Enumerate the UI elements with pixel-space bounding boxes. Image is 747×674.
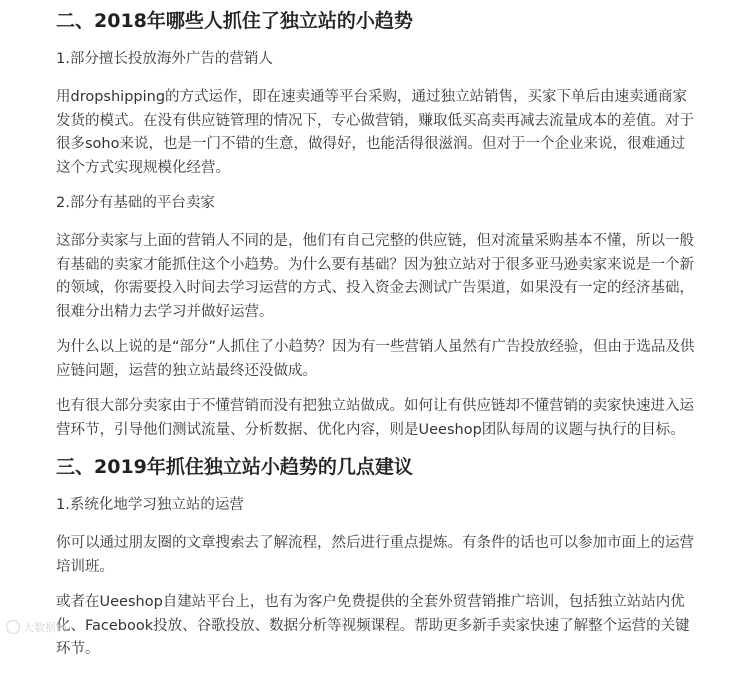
section-2-paragraph-3: 为什么以上说的是“部分”人抓住了小趋势？因为有一些营销人虽然有广告投放经验，但由于选品及供应链问题，运营的独立站最终还没做成。 (56, 339, 695, 379)
section-3-paragraph-2: 或者在Ueeshop自建站平台上，也有为客户免费提供的全套外贸营销推广培训，包括独立站站内优化、Facebook投放、谷歌投放、数据分析等视频课程。帮助更多新手卖家快速了解整个运营的关键环节。 (56, 594, 690, 657)
section-2-subheading-1: 1.部分擅长投放海外广告的营销人 (56, 51, 273, 67)
watermark (6, 619, 67, 635)
watermark-text: 大数据网 (23, 621, 67, 634)
article-body (56, 8, 696, 674)
section-2-paragraph-1: 用dropshipping的方式运作，即在速卖通等平台采购，通过独立站销售，买家下单后由速卖通商家发货的模式。在没有供应链管理的情况下，专心做营销，赚取低买高卖再减去流量成本的差值。对于很多soho来说，也是一门不错的生意，做得好，也能活得很滋润。但对于一个企业来说，很难通过这个方式实现规模化经营。 (56, 89, 694, 176)
section-2-subheading-2: 2.部分有基础的平台卖家 (56, 195, 215, 211)
section-2-paragraph-4: 也有很大部分卖家由于不懂营销而没有把独立站做成。如何让有供应链却不懂营销的卖家快速进入运营环节，引导他们测试流量、分析数据、优化内容，则是Ueeshop团队每周的议题与执行的目标。 (56, 398, 694, 438)
section-3-paragraph-1: 你可以通过朋友圈的文章搜索去了解流程，然后进行重点提炼。有条件的话也可以参加市面上的运营培训班。 (56, 535, 694, 575)
section-2-heading: 二、2018年哪些人抓住了独立站的小趋势 (56, 10, 413, 32)
section-3-subheading-1: 1.系统化地学习独立站的运营 (56, 497, 244, 513)
watermark-logo-icon (6, 620, 20, 634)
section-2-paragraph-2: 这部分卖家与上面的营销人不同的是，他们有自己完整的供应链，但对流量采购基本不懂，所以一般有基础的卖家才能抓住这个小趋势。为什么要有基础？因为独立站对于很多亚马逊卖家来说是一个新的领域，你需要投入时间去学习运营的方式、投入资金去测试广告渠道，如果没有一定的经济基础，很难分出精力去学习并做好运营。 (56, 233, 694, 320)
section-3-heading: 三、2019年抓住独立站小趋势的几点建议 (56, 456, 413, 478)
